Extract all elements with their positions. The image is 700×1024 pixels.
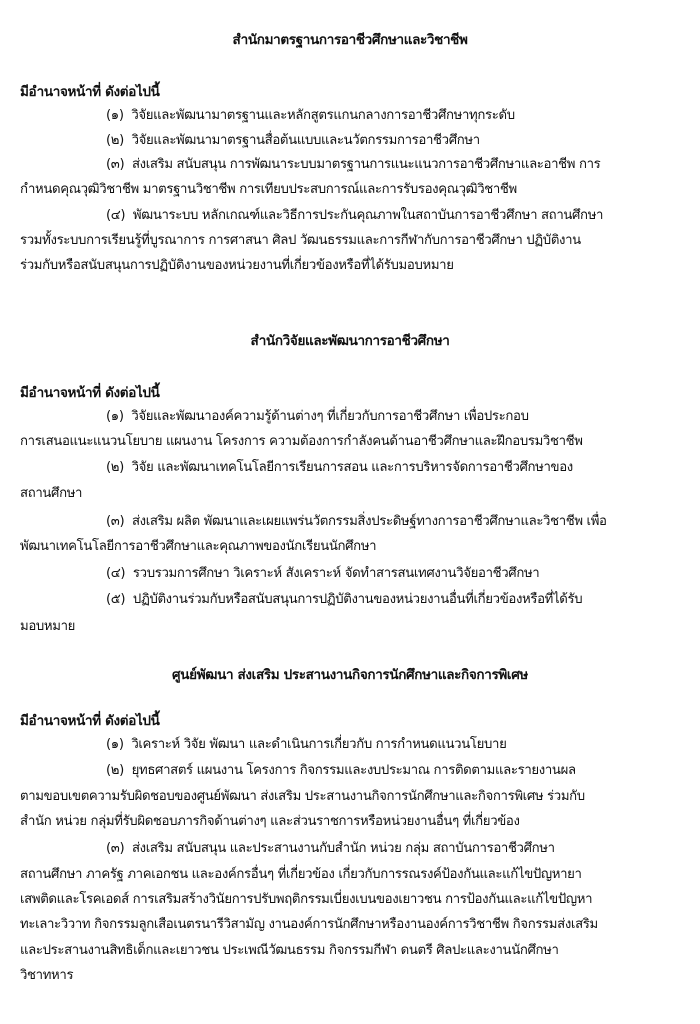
item-text-continued: ทะเลาะวิวาท กิจกรรมลูกเสือเนตรนารีวิสามัญ งานองค์การนักศึกษาหรืองานองค์การวิชาชีพ กิจกรรมส่งเสริม: [20, 917, 598, 932]
list-item: [106, 513, 607, 531]
item-text: ส่งเสริม สนับสนุน และประสานงานกับสำนัก หน่วย กลุ่ม สถาบันการอาชีวศึกษา: [131, 841, 555, 856]
item-text: ยุทธศาสตร์ แผนงาน โครงการ กิจกรรมและงบประมาณ การติดตามและรายงานผล: [131, 763, 576, 778]
item-number: (๕): [106, 592, 126, 607]
item-number: (๒): [106, 460, 124, 475]
item-text-continued: ตามขอบเขตความรับผิดชอบของศูนย์พัฒนา ส่งเสริม ประสานงานกิจการนักศึกษาและกิจการพิเศษ ร่วมกับ: [20, 789, 585, 804]
item-number: (๓): [106, 157, 125, 172]
list-item: [106, 156, 600, 174]
list-item: [106, 459, 573, 477]
item-number: (๑): [106, 737, 124, 752]
item-text-continued: สถานศึกษา ภาครัฐ ภาคเอกชน และองค์กรอื่นๆ ที่เกี่ยวข้อง เกี่ยวกับการรณรงค์ป้องกันและแก้ไขปัญหายา: [20, 867, 582, 882]
section-heading: มีอำนาจหน้าที่ ดังต่อไปนี้: [20, 385, 160, 401]
item-text-continued: กำหนดคุณวุฒิวิชาชีพ มาตรฐานวิชาชีพ การเทียบประสบการณ์และการรับรองคุณวุฒิวิชาชีพ: [20, 182, 517, 197]
item-text-continued: รวมทั้งระบบการเรียนรู้ที่บูรณาการ การศาสนา ศิลป วัฒนธรรมและการกีฬากับการอาชีวศึกษา ปฏิบัติงาน: [20, 233, 581, 248]
list-item: [106, 565, 539, 583]
item-number: (๓): [106, 514, 125, 529]
section-title: ศูนย์พัฒนา ส่งเสริม ประสานงานกิจการนักศึกษาและกิจการพิเศษ: [172, 667, 528, 683]
list-item: [106, 591, 582, 609]
item-text-continued: เสพติดและโรคเอดส์ การเสริมสร้างวินัยการปรับพฤติกรรมเบี่ยงเบนของเยาวชน การป้องกันและแก้ไขปัญหา: [20, 892, 593, 907]
item-text-continued: สถานศึกษา: [20, 486, 83, 501]
list-item: [106, 107, 515, 125]
item-number: (๒): [106, 133, 124, 148]
item-number: (๑): [106, 108, 124, 123]
item-text-continued: การเสนอแนะแนวนโยบาย แผนงาน โครงการ ความต้องการกำลังคนด้านอาชีวศึกษาและฝึกอบรมวิชาชีพ: [20, 434, 583, 449]
section-title: สำนักวิจัยและพัฒนาการอาชีวศึกษา: [250, 333, 450, 349]
item-text: ปฏิบัติงานร่วมกับหรือสนับสนุนการปฏิบัติงานของหน่วยงานอื่นที่เกี่ยวข้องหรือที่ได้รับ: [132, 592, 583, 607]
item-text: วิจัยและพัฒนามาตรฐานและหลักสูตรแกนกลางการอาชีวศึกษาทุกระดับ: [131, 108, 515, 123]
item-text-continued: และประสานงานสิทธิเด็กและเยาวชน ประเพณีวัฒนธรรม กิจกรรมกีฬา ดนตรี ศิลปะและงานนักศึกษา: [20, 943, 559, 958]
item-number: (๔): [106, 566, 126, 581]
item-text: พัฒนาระบบ หลักเกณฑ์และวิธีการประกันคุณภาพในสถาบันการอาชีวศึกษา สถานศึกษา: [132, 208, 604, 223]
item-text: วิเคราะห์ วิจัย พัฒนา และดำเนินการเกี่ยวกับ การกำหนดแนวนโยบาย: [131, 737, 507, 752]
item-text-continued: พัฒนาเทคโนโลยีการอาชีวศึกษาและคุณภาพของนักเรียนนักศึกษา: [20, 539, 377, 554]
item-text: รวบรวมการศึกษา วิเคราะห์ สังเคราะห์ จัดทำสารสนเทศงานวิจัยอาชีวศึกษา: [132, 566, 540, 581]
item-number: (๓): [106, 841, 125, 856]
item-text: วิจัยและพัฒนามาตรฐานสื่อต้นแบบและนวัตกรรมการอาชีวศึกษา: [131, 133, 480, 148]
item-number: (๔): [106, 208, 126, 223]
list-item: [106, 207, 603, 225]
list-item: [106, 736, 506, 754]
list-item: [106, 840, 555, 858]
section-heading: มีอำนาจหน้าที่ ดังต่อไปนี้: [20, 84, 160, 100]
item-number: (๒): [106, 763, 124, 778]
item-number: (๑): [106, 409, 124, 424]
list-item: [106, 132, 480, 150]
list-item: [106, 408, 529, 426]
item-text-continued: สำนัก หน่วย กลุ่มที่รับผิดชอบภารกิจด้านต่างๆ และส่วนราชการหรือหน่วยงานอื่นๆ ที่เกี่ยวข้อง: [20, 814, 520, 829]
item-text: วิจัย และพัฒนาเทคโนโลยีการเรียนการสอน และการบริหารจัดการอาชีวศึกษาของ: [131, 460, 573, 475]
item-text: ส่งเสริม ผลิต พัฒนาและเผยแพร่นวัตกรรมสิ่งประดิษฐ์ทางการอาชีวศึกษาและวิชาชีพ เพื่อ: [131, 514, 607, 529]
section-heading: มีอำนาจหน้าที่ ดังต่อไปนี้: [20, 713, 160, 729]
item-text: วิจัยและพัฒนาองค์ความรู้ด้านต่างๆ ที่เกี่ยวกับการอาชีวศึกษา เพื่อประกอบ: [131, 409, 529, 424]
list-item: [106, 762, 576, 780]
section-title: สำนักมาตรฐานการอาชีวศึกษาและวิชาชีพ: [232, 32, 468, 48]
item-text-continued: มอบหมาย: [20, 619, 76, 634]
item-text-continued: วิชาทหาร: [20, 968, 74, 983]
item-text-continued: ร่วมกับหรือสนับสนุนการปฏิบัติงานของหน่วยงานที่เกี่ยวข้องหรือที่ได้รับมอบหมาย: [20, 258, 454, 273]
item-text: ส่งเสริม สนับสนุน การพัฒนาระบบมาตรฐานการแนะแนวการอาชีวศึกษาและอาชีพ การ: [131, 157, 601, 172]
